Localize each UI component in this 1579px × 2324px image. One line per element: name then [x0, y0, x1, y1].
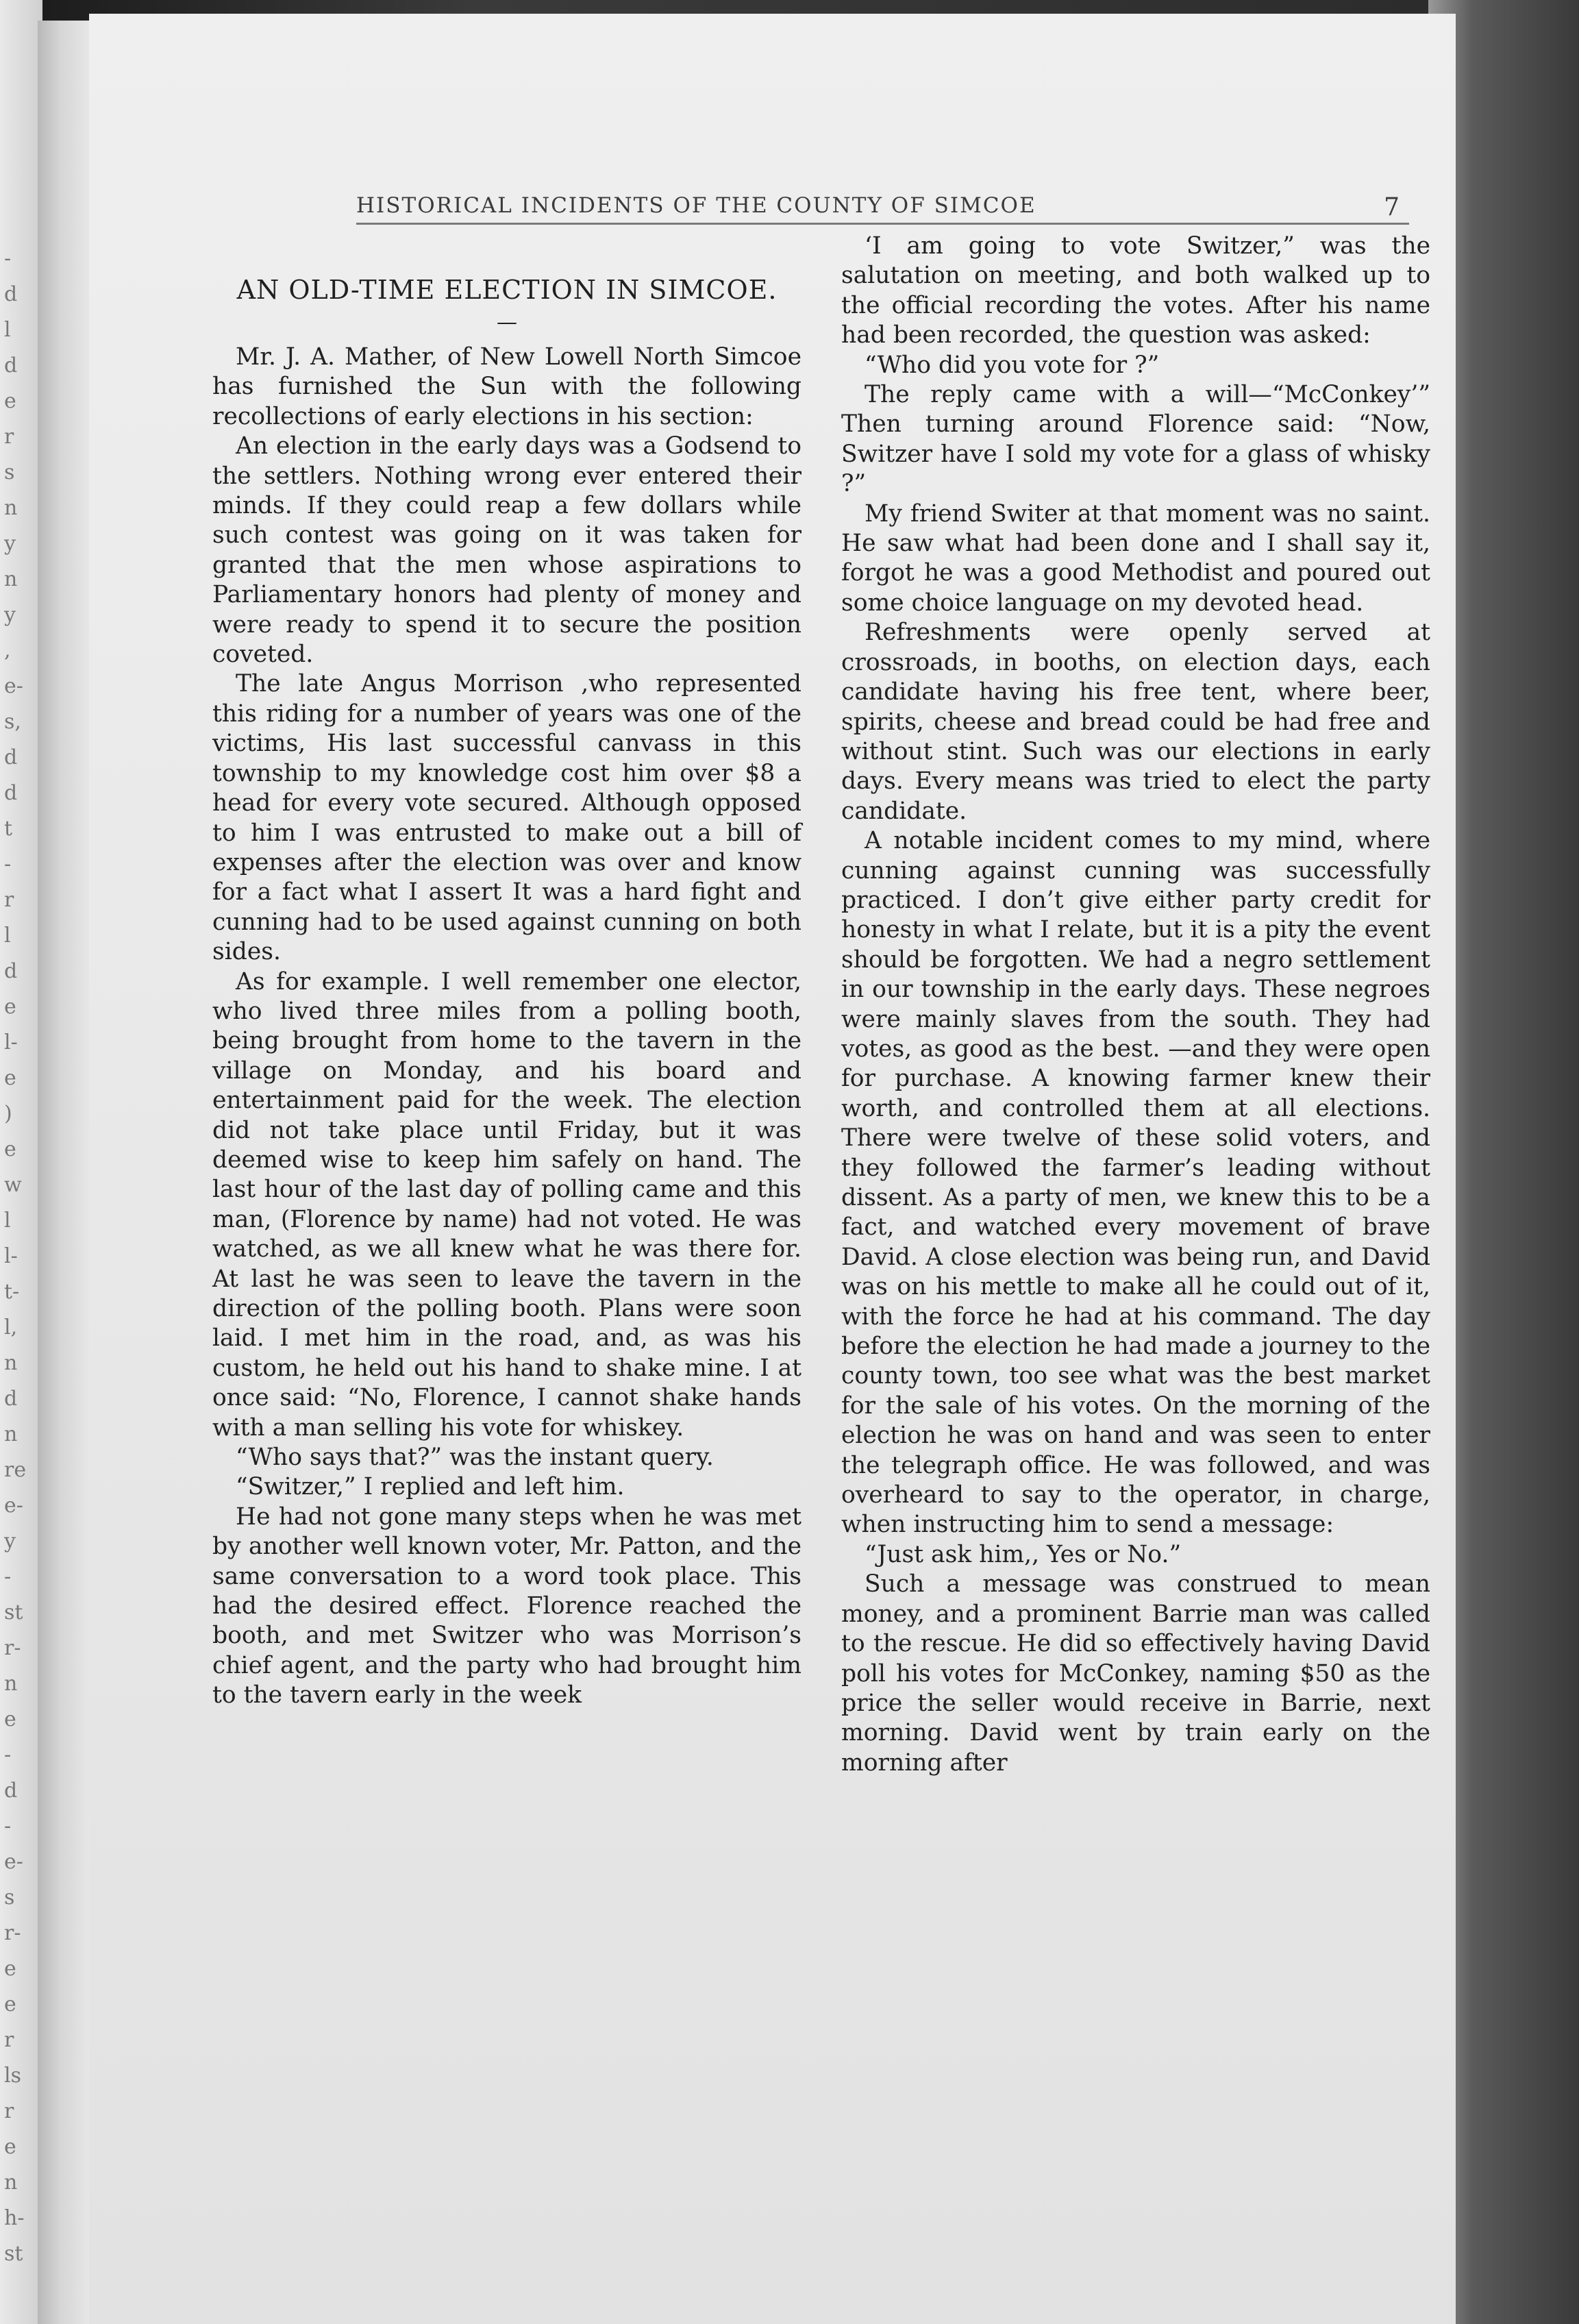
adjacent-page-fragment: - [4, 852, 12, 876]
adjacent-page-fragment: d [4, 282, 18, 306]
adjacent-page-fragment: - [4, 1814, 12, 1838]
adjacent-page-fragment: d [4, 354, 18, 378]
adjacent-page-fragment: - [4, 1743, 12, 1767]
paragraph: “Who says that?” was the instant query. [236, 1444, 714, 1472]
adjacent-page-fragment: l [4, 924, 11, 948]
paragraph: My friend Switer at that moment was no saint. He saw what had been done and I shall say it, forgot he was a good Methodist and poured out some choice language on my devoted head. [841, 499, 1430, 617]
adjacent-page-fragment: t- [4, 1280, 20, 1304]
adjacent-page-fragment: l- [4, 1244, 18, 1268]
paragraph: An election in the early days was a Godsend to the settlers. Nothing wrong ever entered their minds. If they could reap a few dollars while such contest was going on it was taken for granted that the men whose aspirations to Parliamentary honors had plenty of money and were ready to spend it to secure the position coveted. [212, 432, 801, 669]
adjacent-page-fragment: e [4, 389, 16, 413]
adjacent-page-fragment: st [4, 2242, 23, 2266]
adjacent-page-fragment: d [4, 1387, 18, 1411]
adjacent-page-fragment: ls [4, 2064, 21, 2088]
adjacent-page-edge [0, 0, 42, 2324]
adjacent-page-fragment: s [4, 460, 15, 484]
adjacent-page-fragment: e [4, 1992, 16, 2016]
paragraph: He had not gone many steps when he was met by another well known voter, Mr. Patton, and the same conversation to a word took place. This had the desired effect. Florence reached the booth, and met Switzer who was Morrison’s chief agent, and the party who had brought him to the tavern early in the week [212, 1503, 801, 1709]
paragraph: The late Angus Morrison ,who represented this riding for a number of years was one of the victims, His last successful canvass in this township to my knowledge cost him over $8 a head for every vote secured. Although opposed to him I was entrusted to make out a bill of expenses after the election was over and know for a fact what I assert It was a hard fight and cunning had to be used against cunning on both sides. [212, 670, 801, 966]
page-gutter-shadow [38, 21, 96, 2324]
adjacent-page-fragment: r [4, 888, 14, 912]
paragraph: As for example. I well remember one elector, who lived three miles from a polling booth, being brought from home to the tavern in the village on Monday, and his board and entertainment paid for the week. The election did not take place until Friday, but it was deemed wise to keep him safely on hand. The last hour of the last day of polling came and this man, (Florence by name) had not voted. He was watched, as we all knew what he was there for. At last he was seen to leave the tavern in the direction of the polling booth. Plans were soon laid. I met him in the road, and, as was his custom, he held out his hand to shake mine. I at once said: “No, Florence, I cannot shake hands with a man selling his vote for whiskey. [212, 967, 801, 1442]
adjacent-page-fragment: d [4, 959, 18, 983]
adjacent-page-fragment: r [4, 2028, 14, 2052]
adjacent-page-fragment: n [4, 1422, 18, 1446]
adjacent-page-fragment: l [4, 318, 11, 342]
adjacent-page-fragment: n [4, 2171, 18, 2195]
paragraph: “Switzer,” I replied and left him. [236, 1473, 625, 1501]
adjacent-page-fragment: d [4, 1779, 18, 1803]
left-column [212, 232, 801, 1711]
adjacent-page-fragment: e [4, 1707, 16, 1731]
adjacent-page-fragment: w [4, 1173, 22, 1197]
adjacent-page-fragment: d [4, 781, 18, 805]
paragraph: ‘I am going to vote Switzer,” was the salutation on meeting, and both walked up to the official recording the votes. After his name had been recorded, the question was asked: [841, 232, 1430, 349]
adjacent-page-fragment: n [4, 1672, 18, 1696]
article-headline: AN OLD-TIME ELECTION IN SIMCOE. [236, 275, 778, 305]
adjacent-page-fragment: e- [4, 674, 23, 698]
adjacent-page-fragment: n [4, 496, 18, 520]
adjacent-page-fragment: e [4, 1137, 16, 1161]
adjacent-page-fragment: e- [4, 1494, 23, 1518]
adjacent-page-fragment: y [4, 1529, 16, 1553]
adjacent-page-fragment: l [4, 1209, 11, 1233]
paragraph: “Just ask him,, Yes or No.” [865, 1540, 1182, 1568]
adjacent-page-fragment: l- [4, 1030, 18, 1054]
headline-divider: — [497, 310, 517, 334]
paragraph: A notable incident comes to my mind, where cunning against cunning was successfully practiced. I don’t give either party credit for honesty in what I relate, but it is a pity the event should be forgotten. We had a negro settlement in our township in the early days. These negroes were mainly slaves from the south. They had votes, as good as the best. —and they were open for purchase. A knowing farmer knew their worth, and controlled them at all elections. There were twelve of these solid voters, and they followed the farmer’s leading without dissent. As a party of men, we knew this to be a fact, and watched every movement of brave David. A close election was being run, and David was on his mettle to make all he could out of it, with the force he had at his command. The day before the election he had made a journey to the county town, too see what was the best market for the sale of his votes. On the morning of the election he was on hand and was seen to enter the telegraph office. He was followed, and was overheard to say to the operator, in charge, when instructing him to send a message: [841, 827, 1430, 1539]
adjacent-page-fragment: n [4, 567, 18, 591]
adjacent-page-fragment: e [4, 2135, 16, 2159]
right-column [841, 232, 1430, 1778]
paragraph: Refreshments were openly served at crossroads, in booths, on election days, each candidate having his free tent, where beer, spirits, cheese and bread could be had free and without stint. Such was our elections in early days. Every means was tried to elect the party candidate. [841, 619, 1430, 825]
adjacent-page-fragment: st [4, 1600, 23, 1624]
adjacent-page-fragment: re [4, 1458, 27, 1482]
adjacent-page-fragment: s, [4, 710, 21, 734]
adjacent-page-fragment: d [4, 745, 18, 769]
adjacent-page-fragment: r [4, 425, 14, 449]
paragraph: The reply came with a will—“McConkey’” Then turning around Florence said: “Now, Switzer have I sold my vote for a glass of whisky ?” [841, 381, 1430, 498]
adjacent-page-fragment: r [4, 2099, 14, 2123]
paragraph: Such a message was construed to mean money, and a prominent Barrie man was called to the rescue. He did so effectively having David poll his votes for McConkey, naming $50 as the price the seller would receive in Barrie, next morning. David went by train early on the morning after [841, 1570, 1430, 1777]
adjacent-page-fragment: n [4, 1351, 18, 1375]
book-page [89, 14, 1456, 2324]
adjacent-page-fragment: y [4, 603, 16, 627]
paragraph: Mr. J. A. Mather, of New Lowell North Simcoe has furnished the Sun with the following recollections of early elections in his section: [212, 343, 801, 430]
adjacent-page-fragment: e [4, 995, 16, 1019]
adjacent-page-fragment: t [4, 817, 13, 841]
adjacent-page-fragment: ) [4, 1102, 12, 1126]
adjacent-page-fragment: , [4, 639, 11, 663]
adjacent-page-fragment: - [4, 1565, 12, 1589]
adjacent-page-fragment: s [4, 1886, 15, 1909]
running-head-title: HISTORICAL INCIDENTS OF THE COUNTY OF SIMCOE [356, 193, 1036, 218]
adjacent-page-fragment: e- [4, 1850, 23, 1874]
adjacent-page-fragment: h- [4, 2206, 25, 2230]
adjacent-page-fragment: - [4, 247, 12, 271]
adjacent-page-fragment: y [4, 532, 16, 556]
page-number: 7 [1384, 193, 1401, 221]
adjacent-page-fragment: e [4, 1957, 16, 1981]
header-rule [356, 223, 1409, 225]
adjacent-page-fragment: l, [4, 1315, 18, 1339]
adjacent-page-fragment: r- [4, 1921, 21, 1945]
paragraph: “Who did you vote for ?” [865, 351, 1160, 379]
adjacent-page-fragment: r- [4, 1636, 21, 1660]
adjacent-page-fragment: e [4, 1066, 16, 1090]
